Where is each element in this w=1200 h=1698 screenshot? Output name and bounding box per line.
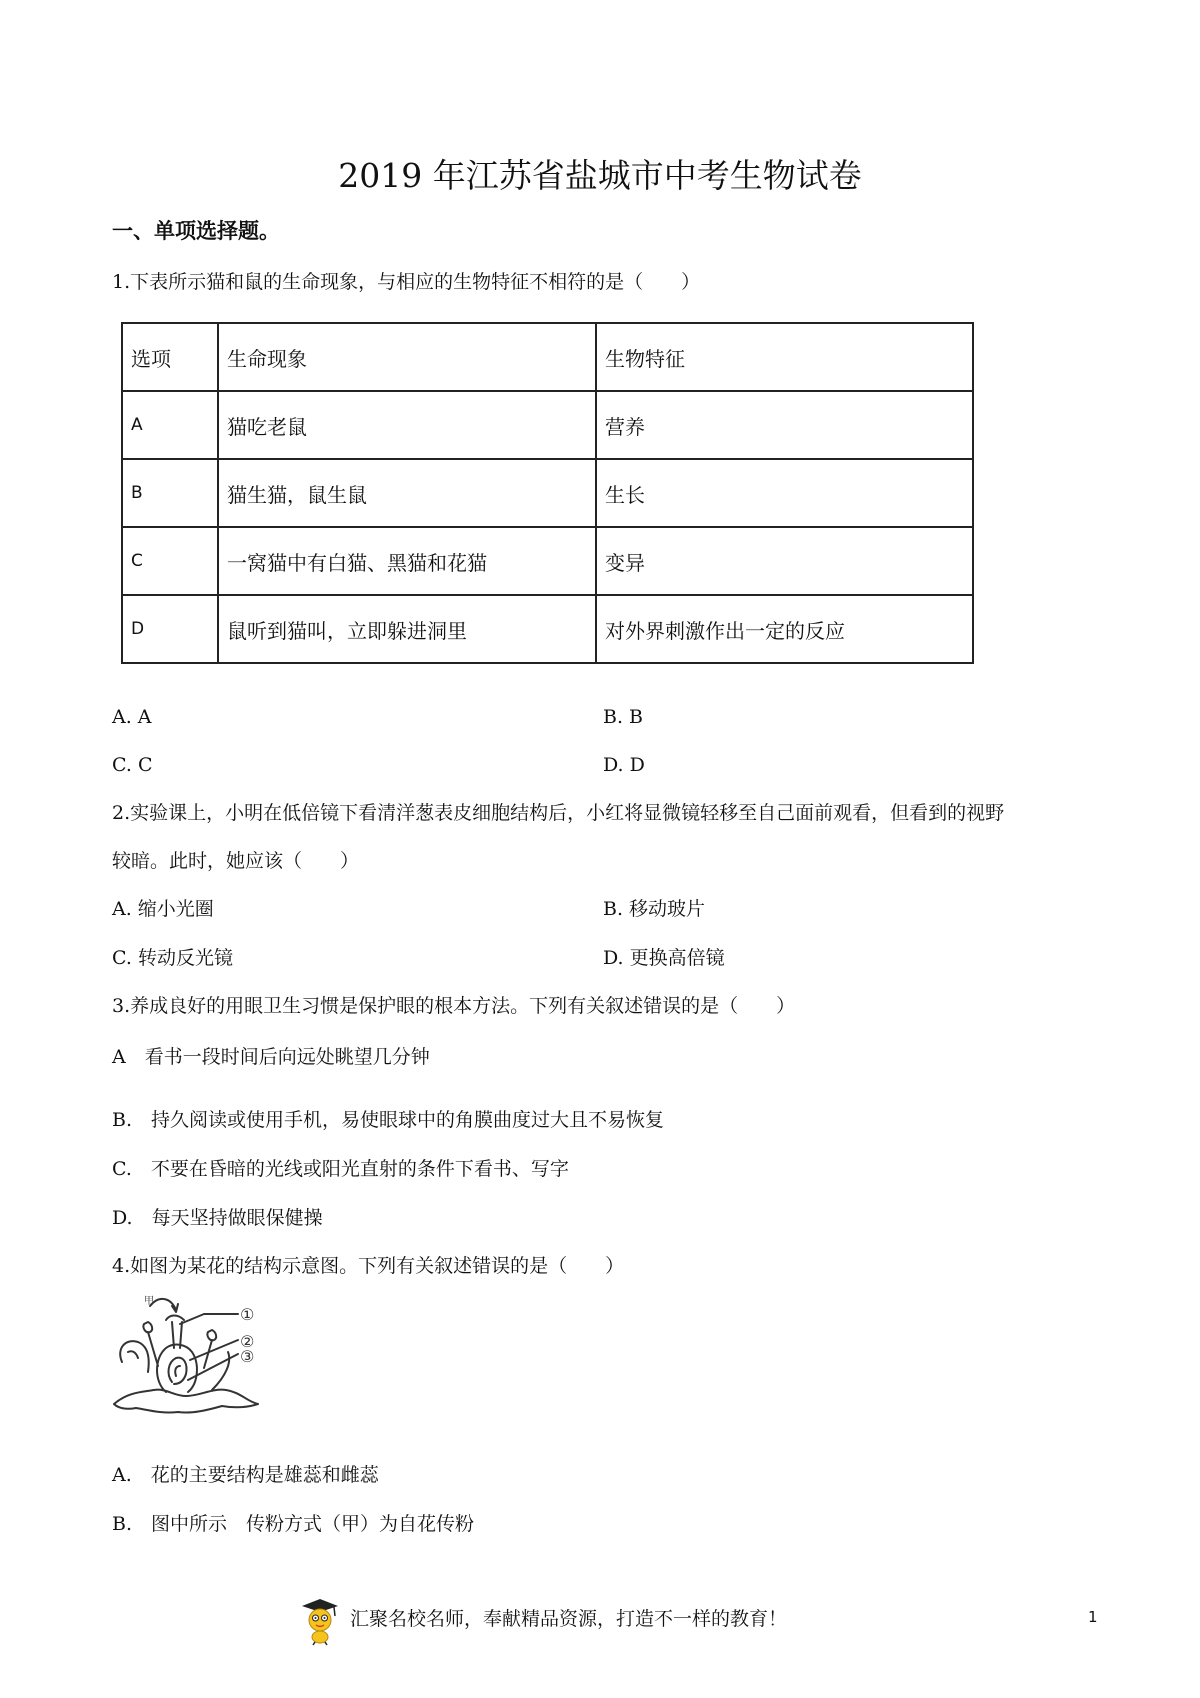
figure-label-2: ② — [240, 1332, 255, 1351]
table-cell: 生长 — [596, 459, 973, 527]
q2-option-c: C. 转动反光镜 — [112, 947, 233, 969]
figure-label-3: ③ — [240, 1347, 255, 1366]
q1-option-a: A. A — [112, 706, 152, 728]
q4-option-a: A. 花的主要结构是雄蕊和雌蕊 — [112, 1464, 379, 1486]
page-number: 1 — [1088, 1608, 1098, 1626]
q3-option-b: B. 持久阅读或使用手机，易使眼球中的角膜曲度过大且不易恢复 — [112, 1109, 665, 1131]
q1-option-d: D. D — [603, 754, 645, 776]
table-header-cell: 生命现象 — [218, 323, 596, 391]
table-cell: 一窝猫中有白猫、黑猫和花猫 — [218, 527, 596, 595]
question-2-stem-line1: 2.实验课上，小明在低倍镜下看清洋葱表皮细胞结构后，小红将显微镜轻移至自己面前观看，但看到的视野 — [112, 802, 1005, 824]
table-cell: 对外界刺激作出一定的反应 — [596, 595, 973, 663]
page-title: 2019 年江苏省盐城市中考生物试卷 — [338, 156, 862, 195]
table-row — [122, 595, 973, 663]
flower-structure-figure — [108, 1292, 283, 1427]
table-header-cell: 选项 — [122, 323, 218, 391]
question-2-stem-line2: 较暗。此时，她应该（ ） — [112, 850, 360, 872]
q1-option-c: C. C — [112, 754, 153, 776]
question-1-table — [121, 322, 974, 664]
table-row — [122, 527, 973, 595]
table-header-cell: 生物特征 — [596, 323, 973, 391]
question-4-stem: 4.如图为某花的结构示意图。下列有关叙述错误的是（ ） — [112, 1255, 625, 1277]
q2-option-a: A. 缩小光圈 — [112, 898, 214, 920]
figure-label-1: ① — [240, 1305, 255, 1324]
section-heading: 一、单项选择题。 — [112, 218, 280, 243]
question-3-stem: 3.养成良好的用眼卫生习惯是保护眼的根本方法。下列有关叙述错误的是（ ） — [112, 995, 796, 1017]
table-row — [122, 459, 973, 527]
q4-option-b: B. 图中所示 传粉方式（甲）为自花传粉 — [112, 1513, 475, 1535]
table-cell: 鼠听到猫叫，立即躲进洞里 — [218, 595, 596, 663]
table-cell: 猫吃老鼠 — [218, 391, 596, 459]
table-header-row — [122, 323, 973, 391]
table-cell: B — [122, 459, 218, 527]
table-cell: 猫生猫，鼠生鼠 — [218, 459, 596, 527]
q3-option-d: D. 每天坚持做眼保健操 — [112, 1207, 323, 1229]
table-row — [122, 391, 973, 459]
question-1-stem: 1.下表所示猫和鼠的生命现象，与相应的生物特征不相符的是（ ） — [112, 271, 701, 293]
q3-option-c: C. 不要在昏暗的光线或阳光直射的条件下看书、写字 — [112, 1158, 569, 1180]
mascot-logo-icon — [298, 1596, 342, 1646]
table-cell: C — [122, 527, 218, 595]
table-cell: A — [122, 391, 218, 459]
figure-label-jia: 甲 — [144, 1296, 154, 1307]
q1-option-b: B. B — [603, 706, 644, 728]
q2-option-b: B. 移动玻片 — [603, 898, 706, 920]
table-cell: 变异 — [596, 527, 973, 595]
q2-option-d: D. 更换高倍镜 — [603, 947, 725, 969]
q3-option-a: A 看书一段时间后向远处眺望几分钟 — [112, 1046, 430, 1068]
table-cell: 营养 — [596, 391, 973, 459]
table-cell: D — [122, 595, 218, 663]
footer-slogan: 汇聚名校名师，奉献精品资源，打造不一样的教育！ — [350, 1608, 788, 1630]
